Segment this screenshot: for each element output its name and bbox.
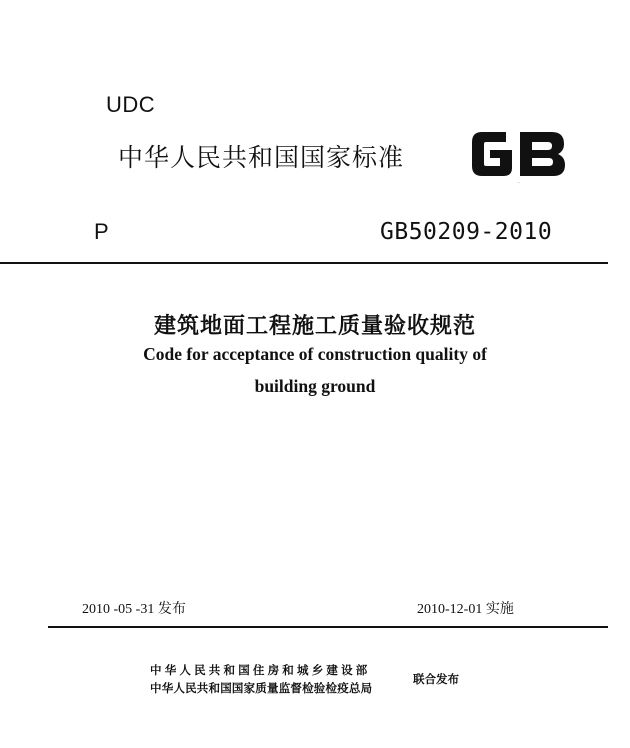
implementation-date: 2010-12-01 实施: [417, 602, 514, 617]
publisher-aqsiq: 中华人民共和国国家质量监督检验检疫总局: [150, 681, 373, 695]
gb-logo: [468, 124, 568, 184]
bottom-divider: [48, 626, 608, 628]
gb-logo-text: GB: [518, 183, 520, 184]
national-standard-heading: 中华人民共和国国家标准: [118, 143, 405, 172]
title-chinese: 建筑地面工程施工质量验收规范: [153, 314, 476, 339]
udc-label: UDC: [106, 92, 156, 117]
joint-release-label: 联合发布: [413, 672, 459, 686]
title-english-line2: building ground: [254, 376, 376, 396]
standard-number: GB50209-2010: [380, 219, 553, 245]
issue-date: 2010 -05 -31 发布: [82, 602, 186, 617]
top-divider: [0, 262, 608, 264]
classification-letter: P: [94, 219, 109, 244]
publisher-ministry: 中华人民共和国住房和城乡建设部: [150, 663, 371, 677]
title-english-line1: Code for acceptance of construction quality of: [143, 344, 487, 364]
